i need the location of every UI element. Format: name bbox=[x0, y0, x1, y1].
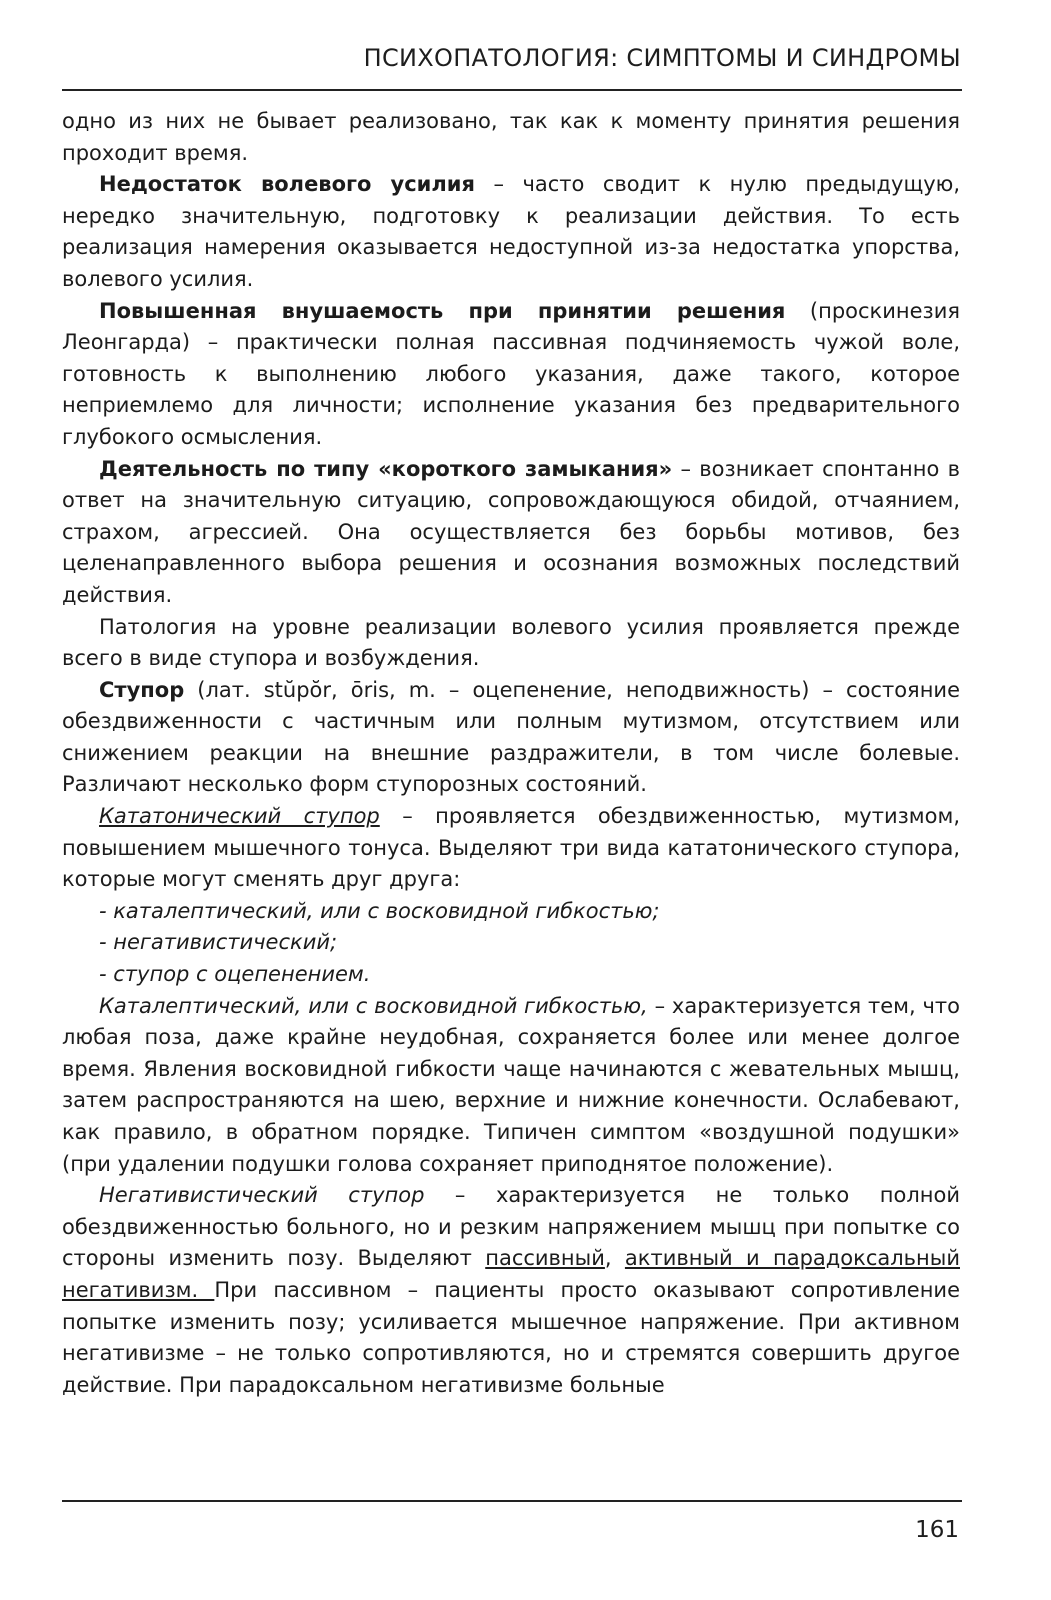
paragraph-catatonic-stupor bbox=[62, 801, 960, 896]
footer-rule bbox=[62, 1500, 962, 1502]
page-body bbox=[62, 106, 960, 1401]
list-item: - каталептический, или с восковидной гибкостью; bbox=[99, 898, 660, 923]
paragraph-negativistic bbox=[62, 1180, 960, 1401]
term-short-circuit: Деятельность по типу «короткого замыкания» bbox=[99, 456, 673, 481]
definition-text: – часто сводит к нулю предыдущую, нередко значительную, подготовку к реализации действия. То есть реализация намерения оказывается недоступной из-за недостатка упорства, волевого усилия. bbox=[62, 172, 961, 291]
paragraph-continuation: одно из них не бывает реализовано, так как к моменту принятия решения проходит время. bbox=[62, 109, 960, 165]
page-number: 161 bbox=[915, 1517, 959, 1543]
definition-text: (лат. stŭpŏr, ōris, m. – оцепенение, неподвижность) – состояние обездвиженности с частичным или полным мутизмом, отсутствием или снижением реакции на внешние раздражители, в том числе болевые. Различают несколько форм ступорозных состояний. bbox=[62, 677, 960, 797]
list-item: - ступор с оцепенением. bbox=[99, 962, 371, 987]
definition-text: – возникает спонтанно в ответ на значительную ситуацию, сопровождающуюся обидой, отчаянием, страхом, агрессией. Она осуществляется без борьбы мотивов, без целенаправленного выбора решения и осознания возможных последствий действия. bbox=[62, 456, 960, 607]
term-willpower-deficit: Недостаток волевого усилия bbox=[99, 172, 475, 197]
running-head: ПСИХОПАТОЛОГИЯ: СИМПТОМЫ И СИНДРОМЫ bbox=[363, 44, 961, 72]
term-active-paradoxical: активный и парадоксальный негативизм. bbox=[62, 1246, 960, 1302]
paragraph-short-circuit bbox=[62, 454, 960, 612]
definition-text: – характеризуется тем, что любая поза, даже крайне неудобная, сохраняется более или менее долгое время. Явления восковидной гибкости чаще начинаются с жевательных мышц, затем распространяются на шею, верхние и нижние конечности. Ослабевают, как правило, в обратном порядке. Типичен симптом «воздушной подушки» (при удалении подушки голова сохраняет приподнятое положение). bbox=[62, 993, 960, 1176]
term-cataleptic: Каталептический, или с восковидной гибкостью, bbox=[99, 993, 648, 1018]
paragraph-cataleptic bbox=[62, 991, 960, 1181]
header-rule bbox=[62, 89, 962, 91]
separator: , bbox=[604, 1246, 625, 1271]
term-catatonic-stupor: Кататонический ступор bbox=[99, 804, 380, 829]
definition-text: (проскинезия Леонгарда) – практически полная пассивная подчиняемость чужой воле, готовность к выполнению любого указания, даже такого, которое неприемлемо для личности; исполнение указания без предварительного глубокого осмысления. bbox=[62, 298, 960, 449]
paragraph-pathology-intro: Патология на уровне реализации волевого усилия проявляется прежде всего в виде ступора и возбуждения. bbox=[62, 614, 960, 671]
term-stupor: Ступор bbox=[99, 677, 185, 702]
definition-text: – проявляется обездвиженностью, мутизмом, повышением мышечного тонуса. Выделяют три вида кататонического ступора, которые могут сменять друг друга: bbox=[62, 804, 960, 892]
term-passive: пассивный bbox=[485, 1246, 605, 1271]
term-suggestibility: Повышенная внушаемость при принятии решения bbox=[99, 298, 786, 323]
paragraph-stupor bbox=[62, 675, 960, 801]
list-item: - негативистический; bbox=[99, 930, 338, 955]
definition-text: При пассивном – пациенты просто оказывают сопротивление попытке изменить позу; усиливается мышечное напряжение. При активном негативизме – не только сопротивляются, но и стремятся совершить другое действие. При парадоксальном негативизме больные bbox=[62, 1277, 960, 1397]
term-negativistic-stupor: Негативистический ступор bbox=[99, 1183, 425, 1208]
paragraph-willpower-deficit bbox=[62, 169, 960, 295]
paragraph-suggestibility bbox=[62, 296, 960, 454]
definition-text: – характеризуется не только полной обездвиженностью больного, но и резким напряжением мышц при попытке со стороны изменить позу. Выделяют bbox=[62, 1183, 960, 1271]
